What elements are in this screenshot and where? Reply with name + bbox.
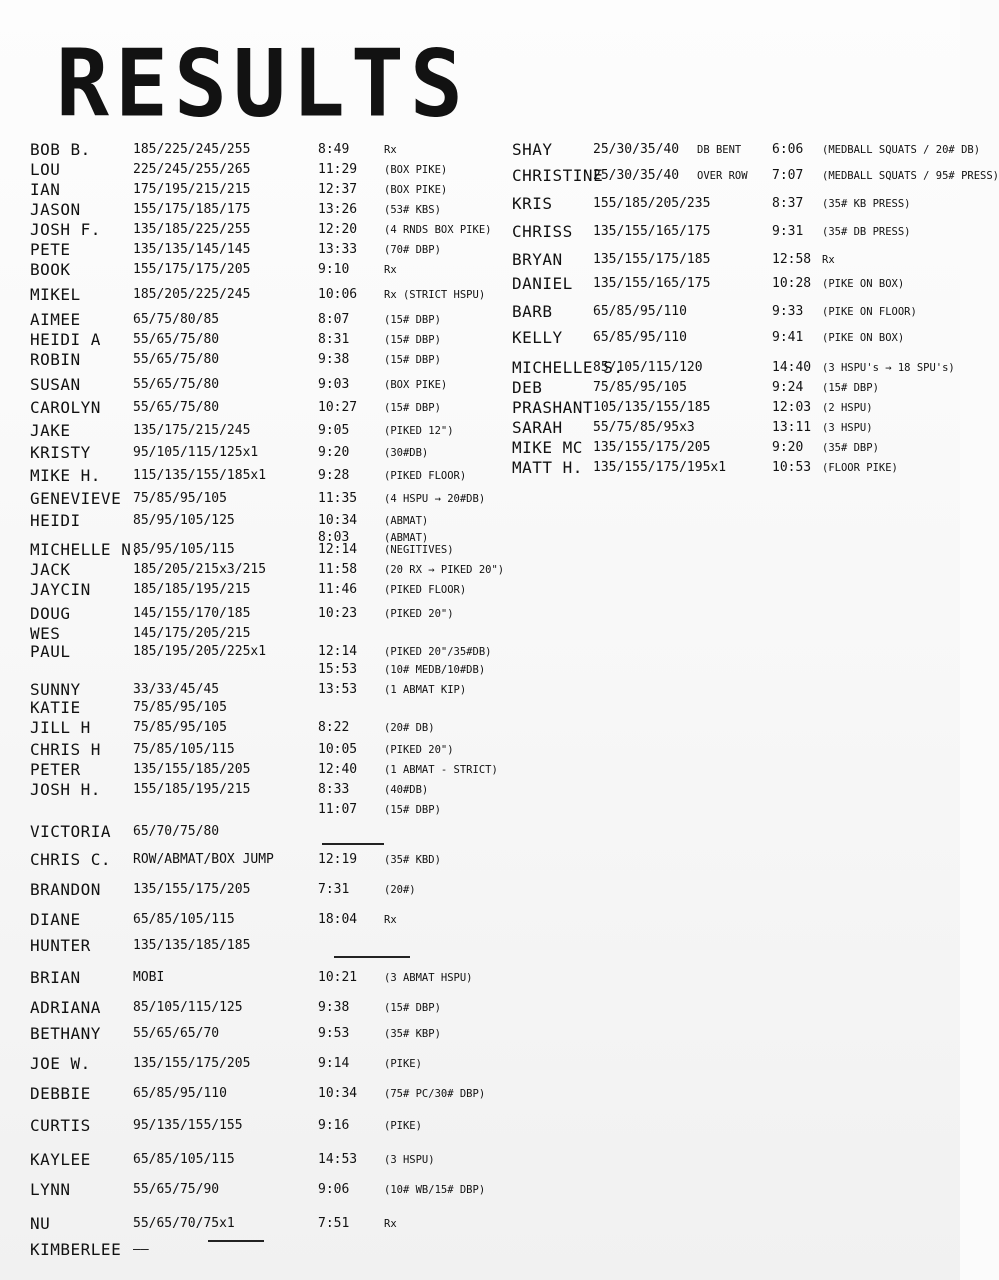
athlete-name: KELLY xyxy=(512,328,563,347)
athlete-time: 10:34 xyxy=(318,1086,358,1101)
athlete-name: ADRIANA xyxy=(30,998,101,1017)
athlete-weights: 75/85/95/105 xyxy=(133,491,227,506)
athlete-name: HUNTER xyxy=(30,936,91,955)
athlete-weights: 25/30/35/40 xyxy=(593,142,680,157)
athlete-name: CURTIS xyxy=(30,1116,91,1135)
athlete-name: KRISTY xyxy=(30,443,91,462)
athlete-note: (53# KBS) xyxy=(384,204,441,216)
athlete-note: (2 HSPU) xyxy=(822,402,873,414)
athlete-note: (15# DBP) xyxy=(384,804,441,816)
athlete-time: 10:53 xyxy=(772,460,812,475)
athlete-note: (15# DBP) xyxy=(384,334,441,346)
athlete-name: KIMBERLEE xyxy=(30,1240,122,1259)
athlete-weights: 155/185/195/215 xyxy=(133,782,251,797)
athlete-time: 9:10 xyxy=(318,262,350,277)
athlete-time: 18:04 xyxy=(318,912,358,927)
athlete-note: (20#) xyxy=(384,884,416,896)
athlete-name: VICTORIA xyxy=(30,822,112,841)
athlete-note: (15# DBP) xyxy=(384,314,441,326)
athlete-weights: 65/85/95/110 xyxy=(593,330,687,345)
athlete-weights: 55/75/85/95x3 xyxy=(593,420,695,435)
athlete-weights: 65/85/105/115 xyxy=(133,912,235,927)
athlete-weights: 155/175/175/205 xyxy=(133,262,251,277)
athlete-note: (PIKE ON BOX) xyxy=(822,332,905,344)
athlete-weights: 155/185/205/235 xyxy=(593,196,711,211)
athlete-weights: 55/65/75/80 xyxy=(133,400,220,415)
athlete-name: CHRIS H xyxy=(30,740,101,759)
athlete-name: MICHELLE N. xyxy=(30,540,142,559)
athlete-time: 9:05 xyxy=(318,423,350,438)
athlete-name: KAYLEE xyxy=(30,1150,91,1169)
athlete-note: (NEGITIVES) xyxy=(384,544,454,556)
athlete-note: (PIKE) xyxy=(384,1058,422,1070)
athlete-note: (BOX PIKE) xyxy=(384,379,448,391)
athlete-time: 13:53 xyxy=(318,682,358,697)
athlete-weights: 95/135/155/155 xyxy=(133,1118,243,1133)
athlete-name: HEIDI xyxy=(30,511,81,530)
athlete-time: 9:31 xyxy=(772,224,804,239)
athlete-weights: 75/85/95/105 xyxy=(133,700,227,715)
athlete-weights: 145/155/170/185 xyxy=(133,606,251,621)
divider-line xyxy=(322,843,384,845)
athlete-time: 11:29 xyxy=(318,162,358,177)
athlete-note: (MEDBALL SQUATS / 95# PRESS) xyxy=(822,170,999,182)
athlete-note: (PIKED FLOOR) xyxy=(384,470,467,482)
athlete-note: (PIKED 12") xyxy=(384,425,454,437)
athlete-weights: 135/155/165/175 xyxy=(593,276,711,291)
athlete-name: SUNNY xyxy=(30,680,81,699)
athlete-name: MIKEL xyxy=(30,285,81,304)
athlete-weights: 135/155/175/205 xyxy=(133,1056,251,1071)
athlete-name: GENEVIEVE xyxy=(30,489,122,508)
athlete-name: PETE xyxy=(30,240,71,259)
athlete-name: KRIS xyxy=(512,194,553,213)
athlete-time: 9:20 xyxy=(318,445,350,460)
athlete-name: DIANE xyxy=(30,910,81,929)
athlete-weights: 155/175/185/175 xyxy=(133,202,251,217)
athlete-time: 10:06 xyxy=(318,287,358,302)
athlete-time: 8:07 xyxy=(318,312,350,327)
athlete-weights: 75/85/105/115 xyxy=(133,742,235,757)
athlete-time: 9:20 xyxy=(772,440,804,455)
athlete-note: (20 RX → PIKED 20") xyxy=(384,564,505,576)
athlete-weights: 65/75/80/85 xyxy=(133,312,220,327)
athlete-name: MIKE H. xyxy=(30,466,101,485)
athlete-name: JOSH F. xyxy=(30,220,101,239)
athlete-time: 8:33 xyxy=(318,782,350,797)
athlete-note: (1 ABMAT - STRICT) xyxy=(384,764,498,776)
athlete-name: DEB xyxy=(512,378,543,397)
athlete-note: (20# DB) xyxy=(384,722,435,734)
athlete-note: (3 HSPU) xyxy=(384,1154,435,1166)
athlete-weights: 55/65/75/90 xyxy=(133,1182,220,1197)
athlete-name: AIMEE xyxy=(30,310,81,329)
athlete-name: CHRISS xyxy=(512,222,573,241)
athlete-name: LYNN xyxy=(30,1180,71,1199)
athlete-weights: 135/135/145/145 xyxy=(133,242,251,257)
athlete-weights: 135/155/175/205 xyxy=(133,882,251,897)
athlete-name: BETHANY xyxy=(30,1024,101,1043)
athlete-name: ROBIN xyxy=(30,350,81,369)
athlete-note: (PIKE ON FLOOR) xyxy=(822,306,917,318)
athlete-weights: 25/30/35/40 xyxy=(593,168,680,183)
athlete-name: NU xyxy=(30,1214,51,1233)
athlete-time: 11:07 xyxy=(318,802,358,817)
athlete-weights: 55/65/75/80 xyxy=(133,332,220,347)
athlete-note: (3 HSPU) xyxy=(822,422,873,434)
athlete-weights: 135/175/215/245 xyxy=(133,423,251,438)
athlete-time: 14:53 xyxy=(318,1152,358,1167)
athlete-weights: MOBI xyxy=(133,970,165,985)
athlete-name: SARAH xyxy=(512,418,563,437)
athlete-name: DANIEL xyxy=(512,274,573,293)
athlete-name: SUSAN xyxy=(30,375,81,394)
athlete-time: 9:24 xyxy=(772,380,804,395)
athlete-time: 9:38 xyxy=(318,352,350,367)
athlete-weights: 135/135/185/185 xyxy=(133,938,251,953)
athlete-note: (BOX PIKE) xyxy=(384,164,448,176)
athlete-weights: 65/85/95/110 xyxy=(593,304,687,319)
athlete-time: 8:37 xyxy=(772,196,804,211)
athlete-name: PAUL xyxy=(30,642,71,661)
athlete-weights: 95/105/115/125x1 xyxy=(133,445,259,460)
athlete-note: (ABMAT) xyxy=(384,532,429,544)
athlete-note: (15# DBP) xyxy=(384,402,441,414)
athlete-name: CAROLYN xyxy=(30,398,101,417)
athlete-time: 11:58 xyxy=(318,562,358,577)
athlete-note: (PIKED 20") xyxy=(384,744,454,756)
athlete-weights: 55/65/75/80 xyxy=(133,352,220,367)
athlete-name: HEIDI A xyxy=(30,330,101,349)
athlete-note: (35# DBP) xyxy=(822,442,879,454)
athlete-time: 9:38 xyxy=(318,1000,350,1015)
athlete-time: 9:16 xyxy=(318,1118,350,1133)
athlete-time: 13:33 xyxy=(318,242,358,257)
athlete-name: MATT H. xyxy=(512,458,583,477)
athlete-time: 9:03 xyxy=(318,377,350,392)
athlete-weights: 185/225/245/255 xyxy=(133,142,251,157)
athlete-weights: 185/205/215x3/215 xyxy=(133,562,267,577)
athlete-time: 15:53 xyxy=(318,662,358,677)
athlete-time: 12:14 xyxy=(318,644,358,659)
athlete-weights: 85/105/115/125 xyxy=(133,1000,243,1015)
athlete-weights: 185/205/225/245 xyxy=(133,287,251,302)
athlete-time: 9:28 xyxy=(318,468,350,483)
athlete-note: Rx (STRICT HSPU) xyxy=(384,289,486,301)
athlete-name: BARB xyxy=(512,302,553,321)
athlete-name: DEBBIE xyxy=(30,1084,91,1103)
athlete-note: (PIKED FLOOR) xyxy=(384,584,467,596)
athlete-note: (4 RNDS BOX PIKE) xyxy=(384,224,492,236)
athlete-note: Rx xyxy=(822,254,835,266)
athlete-time: 7:07 xyxy=(772,168,804,183)
athlete-name: MICHELLE S. xyxy=(512,358,624,377)
athlete-name: BRYAN xyxy=(512,250,563,269)
athlete-note: (15# DBP) xyxy=(822,382,879,394)
athlete-weights: 185/185/195/215 xyxy=(133,582,251,597)
athlete-note: (15# DBP) xyxy=(384,354,441,366)
athlete-note: (75# PC/30# DBP) xyxy=(384,1088,486,1100)
athlete-time: 12:20 xyxy=(318,222,358,237)
athlete-time: 9:06 xyxy=(318,1182,350,1197)
athlete-name: PETER xyxy=(30,760,81,779)
athlete-note: (PIKED 20"/35#DB) xyxy=(384,646,492,658)
divider-line xyxy=(208,1240,264,1242)
athlete-weights: 115/135/155/185x1 xyxy=(133,468,267,483)
athlete-weights: 135/155/175/195x1 xyxy=(593,460,727,475)
athlete-time: 9:14 xyxy=(318,1056,350,1071)
athlete-time: 10:21 xyxy=(318,970,358,985)
athlete-weights: 85/95/105/115 xyxy=(133,542,235,557)
athlete-time: 13:26 xyxy=(318,202,358,217)
athlete-weights: 33/33/45/45 xyxy=(133,682,220,697)
athlete-time: 11:46 xyxy=(318,582,358,597)
athlete-time: 12:40 xyxy=(318,762,358,777)
athlete-note: (ABMAT) xyxy=(384,515,429,527)
athlete-time: 9:41 xyxy=(772,330,804,345)
athlete-name: SHAY xyxy=(512,140,553,159)
athlete-time: 8:22 xyxy=(318,720,350,735)
athlete-weights: 55/65/65/70 xyxy=(133,1026,220,1041)
athlete-note: (4 HSPU → 20#DB) xyxy=(384,493,486,505)
athlete-name: BOOK xyxy=(30,260,71,279)
athlete-weights: 75/85/95/105 xyxy=(593,380,687,395)
athlete-time: 14:40 xyxy=(772,360,812,375)
athlete-time: 12:58 xyxy=(772,252,812,267)
athlete-name: PRASHANT xyxy=(512,398,594,417)
athlete-note: (1 ABMAT KIP) xyxy=(384,684,467,696)
athlete-note: (40#DB) xyxy=(384,784,429,796)
athlete-name: DOUG xyxy=(30,604,71,623)
athlete-note: (10# MEDB/10#DB) xyxy=(384,664,486,676)
athlete-weights: 55/65/70/75x1 xyxy=(133,1216,235,1231)
athlete-time: 10:28 xyxy=(772,276,812,291)
divider-line xyxy=(334,956,410,958)
athlete-extra: DB BENT xyxy=(697,144,742,156)
athlete-time: 8:31 xyxy=(318,332,350,347)
athlete-note: (10# WB/15# DBP) xyxy=(384,1184,486,1196)
athlete-weights: 85/95/105/125 xyxy=(133,513,235,528)
athlete-time: 12:19 xyxy=(318,852,358,867)
athlete-time: 9:33 xyxy=(772,304,804,319)
athlete-time: 6:06 xyxy=(772,142,804,157)
athlete-weights: —— xyxy=(133,1242,149,1257)
athlete-time: 10:05 xyxy=(318,742,358,757)
athlete-name: CHRISTINE xyxy=(512,166,604,185)
athlete-note: (30#DB) xyxy=(384,447,429,459)
athlete-name: WES xyxy=(30,624,61,643)
athlete-weights: 85/105/115/120 xyxy=(593,360,703,375)
athlete-note: (35# KBD) xyxy=(384,854,441,866)
athlete-time: 8:03 xyxy=(318,530,350,545)
athlete-time: 11:35 xyxy=(318,491,358,506)
athlete-weights: 55/65/75/80 xyxy=(133,377,220,392)
athlete-weights: 135/185/225/255 xyxy=(133,222,251,237)
athlete-time: 12:03 xyxy=(772,400,812,415)
athlete-weights: 175/195/215/215 xyxy=(133,182,251,197)
athlete-weights: ROW/ABMAT/BOX JUMP xyxy=(133,852,274,867)
athlete-weights: 65/85/105/115 xyxy=(133,1152,235,1167)
athlete-note: Rx xyxy=(384,144,397,156)
athlete-weights: 135/155/165/175 xyxy=(593,224,711,239)
athlete-note: (15# DBP) xyxy=(384,1002,441,1014)
athlete-weights: 65/70/75/80 xyxy=(133,824,220,839)
athlete-note: (70# DBP) xyxy=(384,244,441,256)
athlete-note: (3 ABMAT HSPU) xyxy=(384,972,473,984)
athlete-name: BRIAN xyxy=(30,968,81,987)
athlete-weights: 135/155/175/185 xyxy=(593,252,711,267)
athlete-name: LOU xyxy=(30,160,61,179)
athlete-name: BOB B. xyxy=(30,140,91,159)
athlete-time: 8:49 xyxy=(318,142,350,157)
athlete-time: 10:23 xyxy=(318,606,358,621)
athlete-note: (FLOOR PIKE) xyxy=(822,462,898,474)
athlete-note: Rx xyxy=(384,914,397,926)
athlete-weights: 185/195/205/225x1 xyxy=(133,644,267,659)
athlete-note: (PIKE) xyxy=(384,1120,422,1132)
athlete-note: (35# DB PRESS) xyxy=(822,226,911,238)
athlete-name: JILL H xyxy=(30,718,91,737)
athlete-note: Rx xyxy=(384,264,397,276)
athlete-note: (3 HSPU's → 18 SPU's) xyxy=(822,362,955,374)
athlete-time: 12:14 xyxy=(318,542,358,557)
athlete-note: (35# KB PRESS) xyxy=(822,198,911,210)
athlete-name: JACK xyxy=(30,560,71,579)
athlete-weights: 145/175/205/215 xyxy=(133,626,251,641)
athlete-weights: 135/155/185/205 xyxy=(133,762,251,777)
athlete-name: JASON xyxy=(30,200,81,219)
athlete-note: (BOX PIKE) xyxy=(384,184,448,196)
athlete-weights: 225/245/255/265 xyxy=(133,162,251,177)
athlete-time: 10:34 xyxy=(318,513,358,528)
athlete-note: (MEDBALL SQUATS / 20# DB) xyxy=(822,144,981,156)
athlete-name: KATIE xyxy=(30,698,81,717)
athlete-note: (PIKE ON BOX) xyxy=(822,278,905,290)
athlete-weights: 135/155/175/205 xyxy=(593,440,711,455)
athlete-note: (PIKED 20") xyxy=(384,608,454,620)
athlete-time: 7:31 xyxy=(318,882,350,897)
board-title: RESULTS xyxy=(56,29,469,138)
athlete-weights: 65/85/95/110 xyxy=(133,1086,227,1101)
athlete-note: Rx xyxy=(384,1218,397,1230)
athlete-name: JOSH H. xyxy=(30,780,101,799)
athlete-weights: 75/85/95/105 xyxy=(133,720,227,735)
athlete-weights: 105/135/155/185 xyxy=(593,400,711,415)
athlete-time: 9:53 xyxy=(318,1026,350,1041)
athlete-note: (35# KBP) xyxy=(384,1028,441,1040)
athlete-name: IAN xyxy=(30,180,61,199)
athlete-time: 7:51 xyxy=(318,1216,350,1231)
athlete-name: MIKE MC xyxy=(512,438,583,457)
athlete-time: 13:11 xyxy=(772,420,812,435)
athlete-name: JOE W. xyxy=(30,1054,91,1073)
athlete-time: 10:27 xyxy=(318,400,358,415)
athlete-name: CHRIS C. xyxy=(30,850,112,869)
athlete-name: BRANDON xyxy=(30,880,101,899)
athlete-extra: OVER ROW xyxy=(697,170,748,182)
athlete-name: JAKE xyxy=(30,421,71,440)
athlete-time: 12:37 xyxy=(318,182,358,197)
athlete-name: JAYCIN xyxy=(30,580,91,599)
